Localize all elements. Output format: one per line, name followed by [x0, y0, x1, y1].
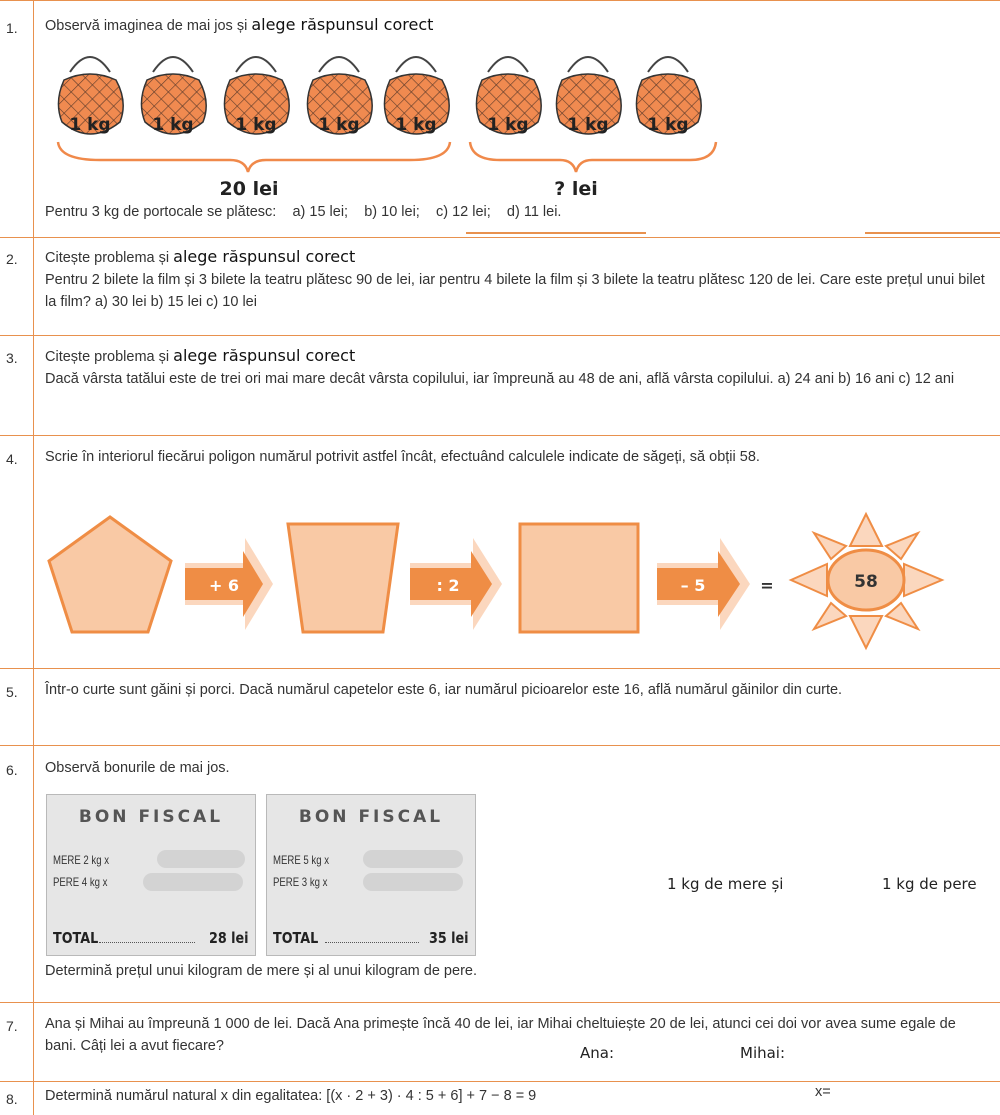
row-divider: [0, 0, 1000, 1]
receipt-line-pears: PERE 3 kg x: [273, 875, 328, 889]
sun-result: [791, 514, 942, 648]
receipt-2: [266, 794, 476, 956]
op-label: : 2: [436, 576, 460, 595]
receipt-total-value: 28 lei: [209, 929, 249, 947]
left-brace: [58, 142, 450, 172]
answer-pears-label: 1 kg de pere: [882, 875, 977, 893]
item-number: 5.: [6, 684, 18, 700]
bag-label: 1 kg: [318, 115, 360, 135]
arrow-divide-2: [410, 538, 502, 630]
accent-line: [466, 232, 646, 234]
row-divider: [0, 1002, 1000, 1003]
prompt-emphasis: alege răspunsul corect: [173, 247, 356, 266]
answer-mihai-label: Mihai:: [740, 1044, 786, 1062]
item-2-body: [45, 246, 990, 313]
row-divider: [0, 1081, 1000, 1082]
bag-label: 1 kg: [152, 115, 194, 135]
prompt-text: Observă imaginea de mai jos și: [45, 18, 248, 34]
answer-apples-label: 1 kg de mere și: [667, 875, 784, 893]
option-b: b) 10 lei;: [364, 204, 420, 220]
dotted-leader: [325, 941, 419, 943]
item-number: 8.: [6, 1091, 18, 1107]
item-number: 6.: [6, 762, 18, 778]
op-label: + 6: [208, 576, 240, 595]
blurred-price: [363, 873, 463, 891]
receipt-line-apples: MERE 5 kg x: [273, 853, 330, 867]
op-label: – 5: [680, 576, 706, 595]
receipt-total-label: TOTAL: [53, 929, 99, 947]
trapezoid-shape[interactable]: [288, 524, 398, 632]
prompt-emphasis: alege răspunsul corect: [173, 346, 356, 365]
arrow-plus-6: [185, 538, 273, 630]
item-7-text: Ana și Mihai au împreună 1 000 de lei. Dacă Ana primește încă 40 de lei, iar Mihai cheltuiește 20 de lei, atunci cei doi vor avea sume egale de bani. Câți lei a avut fiecare?: [45, 1016, 956, 1054]
row-divider: [0, 237, 1000, 238]
item-1-prompt: [45, 14, 433, 37]
item-number: 2.: [6, 251, 18, 267]
item-number: 3.: [6, 350, 18, 366]
problem-text: Dacă vârsta tatălui este de trei ori mai mare decât vârsta copilului, iar împreună au 48 de ani, află vârsta copilului. a) 24 ani b) 16 ani c) 12 ani: [45, 371, 955, 387]
receipt-title: BON FISCAL: [78, 807, 224, 827]
row-divider: [0, 335, 1000, 336]
item-3-body: [45, 345, 965, 390]
item-number: 4.: [6, 451, 18, 467]
bag-label: 1 kg: [647, 115, 689, 135]
row-divider: [0, 435, 1000, 436]
dotted-leader: [99, 941, 195, 943]
item-8-text: Determină numărul natural x din egalitatea: [(x · 2 + 3) · 4 : 5 + 6] + 7 − 8 = 9: [45, 1088, 537, 1104]
item-number: 7.: [6, 1018, 18, 1034]
prompt-emphasis: alege răspunsul corect: [251, 15, 434, 34]
bag-label: 1 kg: [69, 115, 111, 135]
right-total: ? lei: [554, 178, 598, 200]
item-number: 1.: [6, 20, 18, 36]
bag-label: 1 kg: [487, 115, 529, 135]
row-divider: [0, 745, 1000, 746]
receipt-title: BON FISCAL: [298, 807, 444, 827]
receipt-total-label: TOTAL: [273, 929, 319, 947]
problem-text: Pentru 2 bilete la film și 3 bilete la teatru plătesc 90 de lei, iar pentru 4 bilete la film și 3 bilete la teatru plătesc 120 de lei. Care este prețul unui bilet la film? a) 30 lei b) 15 lei c) 10 lei: [45, 272, 985, 310]
item-6-question: Determină prețul unui kilogram de mere și al unui kilogram de pere.: [45, 963, 477, 979]
bag-label: 1 kg: [567, 115, 609, 135]
receipt-line-apples: MERE 2 kg x: [53, 853, 110, 867]
item-6-prompt: Observă bonurile de mai jos.: [45, 760, 230, 776]
number-column-divider: [33, 0, 34, 1115]
polygon-chain-figure: [40, 508, 1000, 658]
square-shape[interactable]: [520, 524, 638, 632]
equals-sign: =: [760, 576, 774, 595]
prompt-text: Citește problema și: [45, 349, 170, 365]
receipt-1: [46, 794, 256, 956]
right-brace: [470, 142, 716, 172]
option-d: d) 11 lei.: [506, 204, 562, 220]
receipt-line-pears: PERE 4 kg x: [53, 875, 108, 889]
row-divider: [0, 668, 1000, 669]
blurred-price: [157, 850, 245, 868]
question-text: Pentru 3 kg de portocale se plătesc:: [45, 204, 277, 220]
blurred-price: [363, 850, 463, 868]
left-total: 20 lei: [219, 178, 279, 200]
option-a: a) 15 lei;: [292, 204, 349, 220]
option-c: c) 12 lei;: [435, 204, 491, 220]
answer-ana-label: Ana:: [580, 1044, 615, 1062]
blurred-price: [143, 873, 243, 891]
result-value: 58: [854, 572, 878, 592]
bag-label: 1 kg: [395, 115, 437, 135]
prompt-text: Citește problema și: [45, 250, 170, 266]
orange-bags-figure: [40, 42, 760, 202]
item-5-text: Într-o curte sunt găini și porci. Dacă numărul capetelor este 6, iar numărul picioarelor este 16, află numărul găinilor din curte.: [45, 682, 843, 698]
bag-label: 1 kg: [235, 115, 277, 135]
item-4-text: Scrie în interiorul fiecărui poligon numărul potrivit astfel încât, efectuând calculele indicate de săgeți, să obții 58.: [45, 449, 760, 465]
answer-x-label: x=: [815, 1084, 831, 1100]
item-1-question: [45, 204, 561, 220]
accent-line: [865, 232, 1000, 234]
arrow-minus-5: [657, 538, 750, 630]
receipt-total-value: 35 lei: [429, 929, 469, 947]
pentagon-shape[interactable]: [49, 517, 171, 632]
